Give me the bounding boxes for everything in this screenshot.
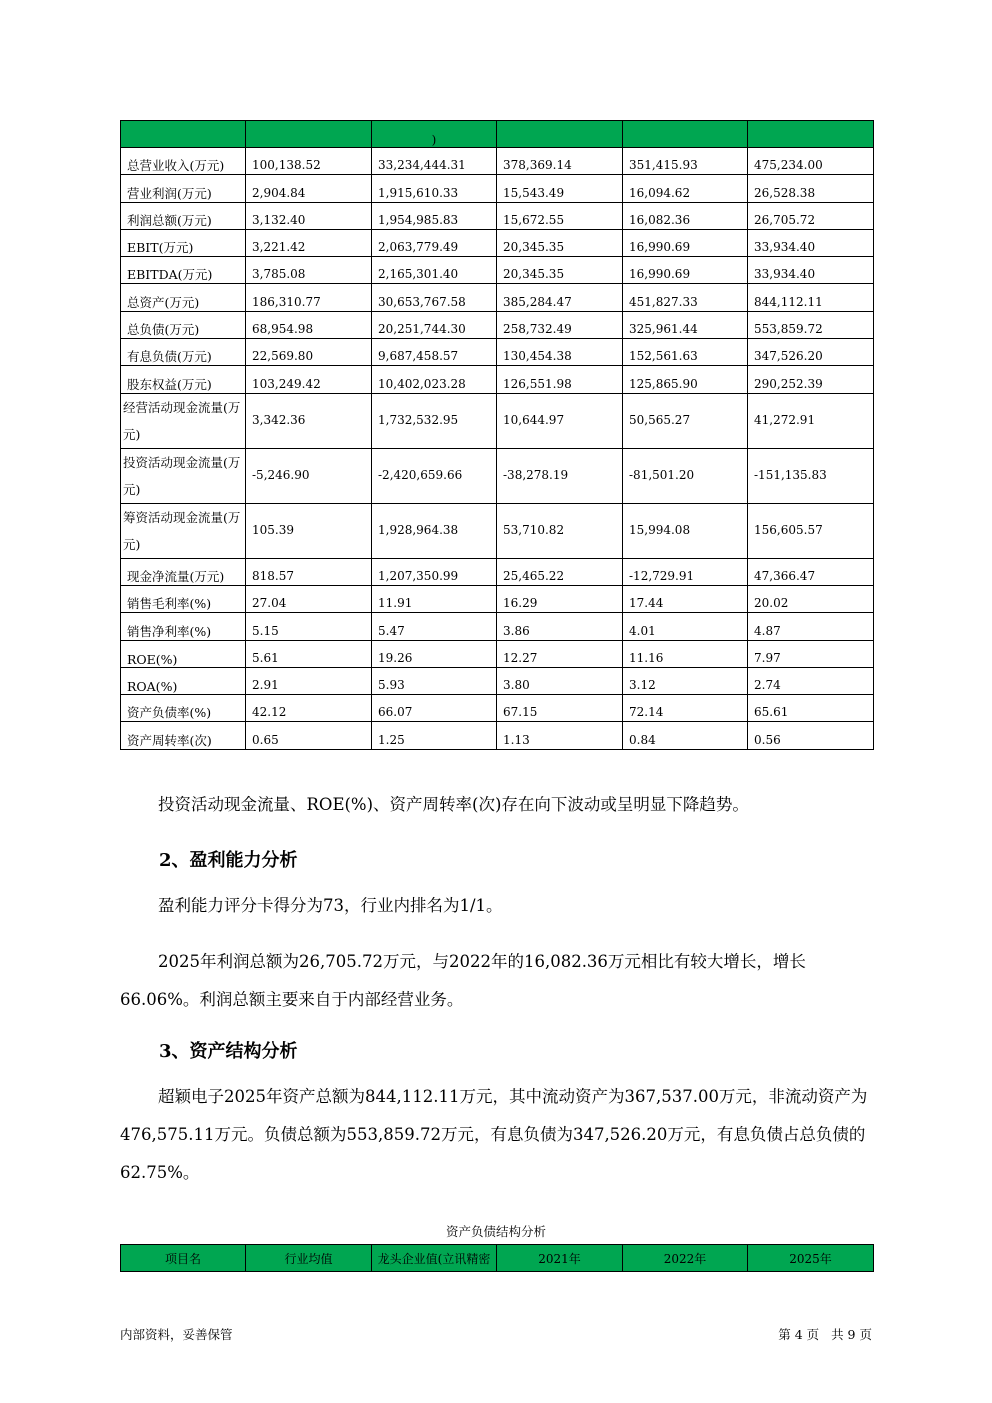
value-cell: 67.15: [497, 695, 623, 722]
table-row: [121, 613, 874, 640]
table-row: [121, 503, 874, 558]
financial-indicators-table: [120, 120, 874, 750]
header-cell: 龙头企业值(立讯精密: [372, 1245, 497, 1272]
value-cell: 15,994.08: [623, 503, 748, 558]
value-cell: 11.91: [372, 585, 497, 612]
value-cell: -5,246.90: [246, 448, 372, 503]
value-cell: 15,543.49: [497, 175, 623, 202]
value-cell: 1,207,350.99: [372, 558, 497, 585]
value-cell: 15,672.55: [497, 202, 623, 229]
row-label: 利润总额(万元): [121, 202, 246, 229]
profitability-score-text: 盈利能力评分卡得分为73，行业内排名为1/1。: [158, 896, 503, 915]
value-cell: 26,705.72: [748, 202, 874, 229]
value-cell: 42.12: [246, 695, 372, 722]
value-cell: 22,569.80: [246, 339, 372, 366]
row-label: 投资活动现金流量(万元): [121, 448, 246, 503]
value-cell: 19.26: [372, 640, 497, 667]
header-cell: 2021年: [497, 1245, 623, 1272]
value-cell: 347,526.20: [748, 339, 874, 366]
value-cell: 2.74: [748, 667, 874, 694]
value-cell: -12,729.91: [623, 558, 748, 585]
value-cell: 1,954,985.83: [372, 202, 497, 229]
value-cell: 325,961.44: [623, 311, 748, 338]
header-cell: [623, 121, 748, 148]
value-cell: 125,865.90: [623, 366, 748, 393]
value-cell: 10,644.97: [497, 393, 623, 448]
value-cell: 27.04: [246, 585, 372, 612]
table-row: [121, 640, 874, 667]
table-row: [121, 148, 874, 175]
table-row: [121, 257, 874, 284]
table-row: [121, 366, 874, 393]
section-heading-profitability: 2、盈利能力分析: [159, 850, 298, 871]
value-cell: 33,234,444.31: [372, 148, 497, 175]
value-cell: 385,284.47: [497, 284, 623, 311]
value-cell: 65.61: [748, 695, 874, 722]
value-cell: 475,234.00: [748, 148, 874, 175]
row-label: 筹资活动现金流量(万元): [121, 503, 246, 558]
value-cell: 17.44: [623, 585, 748, 612]
value-cell: 0.56: [748, 722, 874, 749]
value-cell: 258,732.49: [497, 311, 623, 338]
value-cell: 0.65: [246, 722, 372, 749]
value-cell: 47,366.47: [748, 558, 874, 585]
header-cell: [246, 121, 372, 148]
value-cell: 5.93: [372, 667, 497, 694]
value-cell: 41,272.91: [748, 393, 874, 448]
value-cell: 16,990.69: [623, 257, 748, 284]
table-row: [121, 311, 874, 338]
value-cell: 105.39: [246, 503, 372, 558]
value-cell: 103,249.42: [246, 366, 372, 393]
table-row: [121, 448, 874, 503]
table-row: [121, 202, 874, 229]
value-cell: 3.86: [497, 613, 623, 640]
value-cell: 4.87: [748, 613, 874, 640]
value-cell: 3,342.36: [246, 393, 372, 448]
value-cell: 16,082.36: [623, 202, 748, 229]
row-label: 资产周转率(次): [121, 722, 246, 749]
table-row: [121, 284, 874, 311]
row-label: 经营活动现金流量(万元): [121, 393, 246, 448]
row-label: EBIT(万元): [121, 229, 246, 256]
value-cell: 9,687,458.57: [372, 339, 497, 366]
row-label: 销售净利率(%): [121, 613, 246, 640]
value-cell: 72.14: [623, 695, 748, 722]
value-cell: 351,415.93: [623, 148, 748, 175]
value-cell: 5.15: [246, 613, 372, 640]
row-label: ROE(%): [121, 640, 246, 667]
value-cell: 2,063,779.49: [372, 229, 497, 256]
value-cell: 156,605.57: [748, 503, 874, 558]
table-row: [121, 695, 874, 722]
table-row: [121, 558, 874, 585]
header-cell: 项目名: [121, 1245, 246, 1272]
value-cell: 4.01: [623, 613, 748, 640]
row-label: EBITDA(万元): [121, 257, 246, 284]
value-cell: 1.25: [372, 722, 497, 749]
value-cell: 1,732,532.95: [372, 393, 497, 448]
header-cell: [497, 121, 623, 148]
table-row: [121, 393, 874, 448]
value-cell: 20,345.35: [497, 229, 623, 256]
value-cell: 130,454.38: [497, 339, 623, 366]
header-cell: ): [372, 121, 497, 148]
value-cell: 3,785.08: [246, 257, 372, 284]
value-cell: 152,561.63: [623, 339, 748, 366]
row-label: 现金净流量(万元): [121, 558, 246, 585]
profit-growth-text: 2025年利润总额为26,705.72万元，与2022年的16,082.36万元相比有较大增长，增长66.06%。利润总额主要来自于内部经营业务。: [120, 952, 806, 1009]
value-cell: 26,528.38: [748, 175, 874, 202]
value-cell: 20,251,744.30: [372, 311, 497, 338]
value-cell: 553,859.72: [748, 311, 874, 338]
value-cell: 10,402,023.28: [372, 366, 497, 393]
value-cell: 1,915,610.33: [372, 175, 497, 202]
value-cell: 0.84: [623, 722, 748, 749]
value-cell: 3.80: [497, 667, 623, 694]
value-cell: 5.47: [372, 613, 497, 640]
header-cell: [748, 121, 874, 148]
table-row: [121, 667, 874, 694]
header-cell: [121, 121, 246, 148]
value-cell: 3.12: [623, 667, 748, 694]
value-cell: -2,420,659.66: [372, 448, 497, 503]
row-label: 营业利润(万元): [121, 175, 246, 202]
value-cell: 2,904.84: [246, 175, 372, 202]
row-label: 总负债(万元): [121, 311, 246, 338]
value-cell: 11.16: [623, 640, 748, 667]
value-cell: 3,132.40: [246, 202, 372, 229]
table-row: [121, 585, 874, 612]
value-cell: 2.91: [246, 667, 372, 694]
value-cell: 50,565.27: [623, 393, 748, 448]
header-cell: 2025年: [748, 1245, 874, 1272]
value-cell: 33,934.40: [748, 257, 874, 284]
header-cell: 行业均值: [246, 1245, 372, 1272]
value-cell: 100,138.52: [246, 148, 372, 175]
value-cell: -81,501.20: [623, 448, 748, 503]
table-row: [121, 229, 874, 256]
value-cell: 25,465.22: [497, 558, 623, 585]
value-cell: 290,252.39: [748, 366, 874, 393]
row-label: 有息负债(万元): [121, 339, 246, 366]
value-cell: 844,112.11: [748, 284, 874, 311]
value-cell: 7.97: [748, 640, 874, 667]
header-cell: 2022年: [623, 1245, 748, 1272]
value-cell: 16.29: [497, 585, 623, 612]
table-row: [121, 339, 874, 366]
value-cell: 30,653,767.58: [372, 284, 497, 311]
value-cell: 126,551.98: [497, 366, 623, 393]
table-caption: 资产负债结构分析: [445, 1224, 546, 1239]
value-cell: 186,310.77: [246, 284, 372, 311]
value-cell: 16,094.62: [623, 175, 748, 202]
value-cell: 5.61: [246, 640, 372, 667]
value-cell: 378,369.14: [497, 148, 623, 175]
table-row: [121, 175, 874, 202]
value-cell: 16,990.69: [623, 229, 748, 256]
row-label: 资产负债率(%): [121, 695, 246, 722]
row-label: 销售毛利率(%): [121, 585, 246, 612]
row-label: 股东权益(万元): [121, 366, 246, 393]
value-cell: 68,954.98: [246, 311, 372, 338]
value-cell: 20.02: [748, 585, 874, 612]
value-cell: -151,135.83: [748, 448, 874, 503]
value-cell: -38,278.19: [497, 448, 623, 503]
value-cell: 451,827.33: [623, 284, 748, 311]
footer-confidential: 内部资料，妥善保管: [120, 1327, 233, 1342]
row-label: 总资产(万元): [121, 284, 246, 311]
row-label: ROA(%): [121, 667, 246, 694]
value-cell: 2,165,301.40: [372, 257, 497, 284]
value-cell: 12.27: [497, 640, 623, 667]
value-cell: 1,928,964.38: [372, 503, 497, 558]
table-row: [121, 722, 874, 749]
value-cell: 66.07: [372, 695, 497, 722]
value-cell: 33,934.40: [748, 229, 874, 256]
value-cell: 3,221.42: [246, 229, 372, 256]
asset-structure-text: 超颖电子2025年资产总额为844,112.11万元，其中流动资产为367,537.00万元，非流动资产为476,575.11万元。负债总额为553,859.72万元，有息负债为347,526.20万元，有息负债占总负债的62.75%。: [120, 1087, 868, 1182]
row-label: 总营业收入(万元): [121, 148, 246, 175]
trend-summary: 投资活动现金流量、ROE(%)、资产周转率(次)存在向下波动或呈明显下降趋势。: [158, 795, 749, 814]
footer-page-number: 第 4 页 共 9 页: [778, 1327, 872, 1342]
value-cell: 1.13: [497, 722, 623, 749]
section-heading-asset-structure: 3、资产结构分析: [159, 1041, 298, 1062]
value-cell: 20,345.35: [497, 257, 623, 284]
value-cell: 53,710.82: [497, 503, 623, 558]
value-cell: 818.57: [246, 558, 372, 585]
asset-liability-table: [120, 1244, 874, 1272]
